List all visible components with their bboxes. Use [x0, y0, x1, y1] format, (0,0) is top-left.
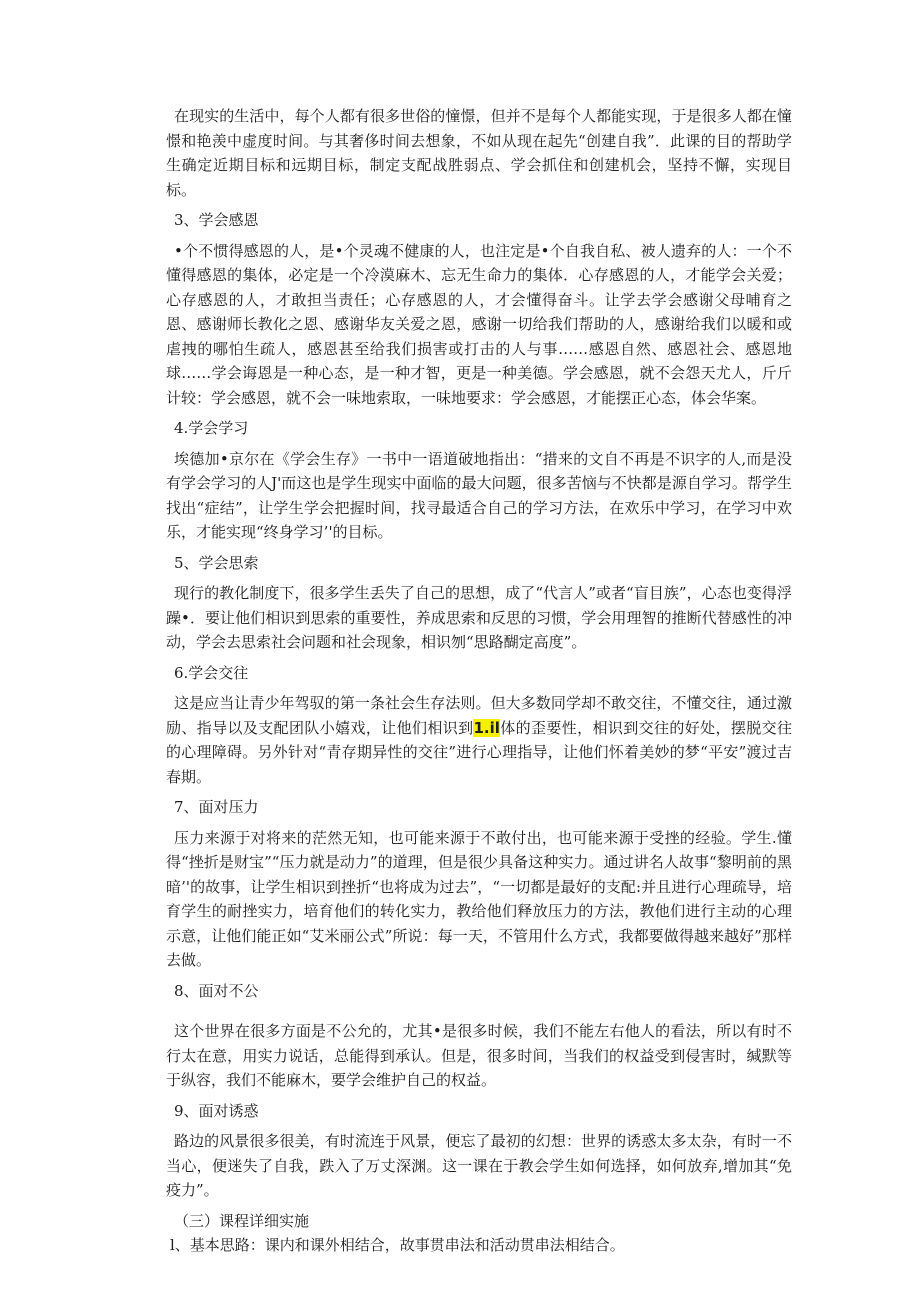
subsection-title: （三）课程详细实施: [174, 1211, 310, 1230]
section-body-learning: 埃德加•京尔在《学会生存》一书中一语道破地指出：“措来的文自不再是不识字的人,而是没有学会学习的人J'而这也是学生现实中面临的最大问题，很多苦恼与不快都是源自学习。帮学生找出“症结”，让学生学会把握时间，找寻最适合自己的学习方法，在欢乐中学习，在学习中欢乐，才能实现“终身学习’'的目标。: [166, 449, 792, 541]
section-body-gratitude: •个不惯得感恩的人，是•个灵魂不健康的人，也注定是•个自我自私、被人遗弃的人：一个不懂得感恩的集体，必定是一个冷漠麻木、忘无生命力的集体．心存感恩的人，才能学会关爱；心存感恩的人，才敢担当责任；心存感恩的人，才会懂得奋斗。让学去学会感谢父母哺育之恩、感谢师长教化之恩、感谢华友关爱之恩，感谢一切给我们帮助的人，感谢给我们以暖和或虐拽的哪怕生疏人，感恩甚至给我们损害或打击的人与事……感恩自然、感恩社会、感恩地球……学会诲恩是一种心态，是一种才智，更是一种美德。学会感恩，就不会怨天尤人，斤斤计较：学会感恩，就不会一味地索取，一味地要求：学会感恩，才能摆正心态，体会华案。: [166, 241, 792, 407]
intro-paragraph: 在现实的生活中，每个人都有很多世俗的憧憬，但并不是每个人都能实现，于是很多人都在憧憬和艳羡中虚度时间。与其奢侈时间去想象，不如从现在起先“创建自我”．此课的目的帮助学生确定近期目标和远期目标，制定支配战胜弱点、学会抓住和创建机会，坚持不懈，实现目标。: [166, 107, 792, 199]
section-body-temptation: 路边的风景很多很美，有时流连于风景，便忘了最初的幻想：世界的诱惑太多太杂，有时一不当心，便迷失了自我，跌入了万丈深渊。这一课在于教会学生如何选择，如何放弃,增加其“免疫力”。: [166, 1132, 792, 1199]
section-heading-temptation: 9、面对诱惑: [174, 1101, 259, 1120]
final-point: l、基本思路：课内和课外相结合，故事贯串法和活动贯串法相结合。: [170, 1236, 625, 1254]
section-body-pressure: 压力来源于对将来的茫然无知，也可能来源于不敢付出，也可能来源于受挫的经验。学生.懂得“挫折是财宝”“压力就是动力”的道理，但是很少具备这种实力。通过讲名人故事“黎明前的黑暗’'的故事，让学生相识到挫折“也将成为过去”，“一切都是最好的支配:并且进行心理疏导，培育学生的耐挫实力，培育他们的转化实力，教给他们释放压力的方法，教他们进行主动的心理示意，让他们能正如“艾米丽公式”所说：每一天，不管用什么方式，我都要做得越来越好”那样去做。: [166, 828, 792, 969]
section-body-communication: [166, 691, 792, 789]
communication-text-before: 这是应当让青少年驾驭的第一条社会生存法则。但大多数同学却不敢交往，不懂交往，通过激励、指导以及支配团队小嬉戏，让他们相识到: [166, 694, 792, 737]
section-heading-pressure: 7、面对压力: [174, 798, 259, 816]
section-heading-communication: 6.学会交往: [174, 663, 249, 682]
section-body-thinking: 现行的教化制度下，很多学生丢失了自己的思想，成了“代言人”或者“盲目族”，心态也变得浮躁•．要让他们相识到思索的重要性，养成思索和反思的习惯，学会用理智的推断代替感性的冲动，学会去思索社会问题和社会现象，相识刎“思路醐定高度”。: [166, 584, 792, 651]
section-heading-gratitude: 3、学会感恩: [174, 211, 259, 229]
section-heading-learning: 4.学会学习: [174, 419, 249, 437]
section-body-unfairness: 这个世界在很多方面是不公允的，尤其•是很多时候，我们不能左右他人的看法，所以有时不行太在意，用实力说话，总能得到承认。但是，很多时间，当我们的权益受到侵害时，缄默等于纵容，我们不能麻木，要学会维护自己的权益。: [166, 1022, 792, 1089]
section-heading-thinking: 5、学会思索: [174, 553, 259, 572]
document-page: [166, 104, 792, 1258]
section-heading-unfairness: 8、面对不公: [174, 981, 259, 1000]
communication-text-after: 体的歪要性，相识到交往的好处，摆脱交往的心理障碍。另外针对“青存期异性的交往”进行心理指导，让他们怀着美妙的梦“平安”渡过吉春期。: [166, 718, 792, 786]
highlighted-text: 1.il: [473, 718, 500, 737]
